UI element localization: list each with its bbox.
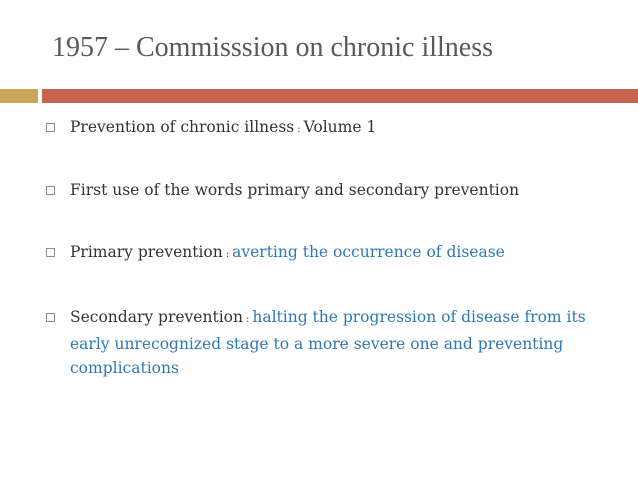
bullet-separator: :	[245, 314, 250, 325]
bullet-accent-text: halting the progression of disease from its early unrecognized stage to a more severe one and preventing complications	[70, 308, 586, 377]
square-bullet-icon	[46, 186, 55, 195]
slide-title: 1957 – Commisssion on chronic illness	[52, 32, 493, 63]
bullet-content	[70, 115, 606, 142]
square-bullet-icon	[46, 248, 55, 257]
bullet-content	[70, 240, 606, 267]
square-bullet-icon	[46, 313, 55, 322]
title-rule-bar	[42, 89, 638, 103]
bullet-item-4	[46, 305, 606, 380]
bullet-content	[70, 178, 606, 202]
bullet-separator: :	[297, 124, 301, 135]
bullet-text: Prevention of chronic illness	[70, 118, 295, 136]
bullet-item-2	[46, 178, 606, 202]
bullet-separator: :	[225, 249, 230, 260]
bullet-text: First use of the words primary and secondary prevention	[70, 181, 520, 199]
bullet-accent-text: averting the occurrence of disease	[232, 243, 505, 261]
square-bullet-icon	[46, 123, 55, 132]
title-rule-accent	[0, 89, 38, 103]
bullet-item-1	[46, 115, 606, 142]
bullet-text: Secondary prevention	[70, 308, 243, 326]
bullet-item-3	[46, 240, 606, 267]
bullet-tail: Volume 1	[303, 118, 377, 136]
bullet-content	[70, 305, 606, 380]
bullet-text: Primary prevention	[70, 243, 223, 261]
